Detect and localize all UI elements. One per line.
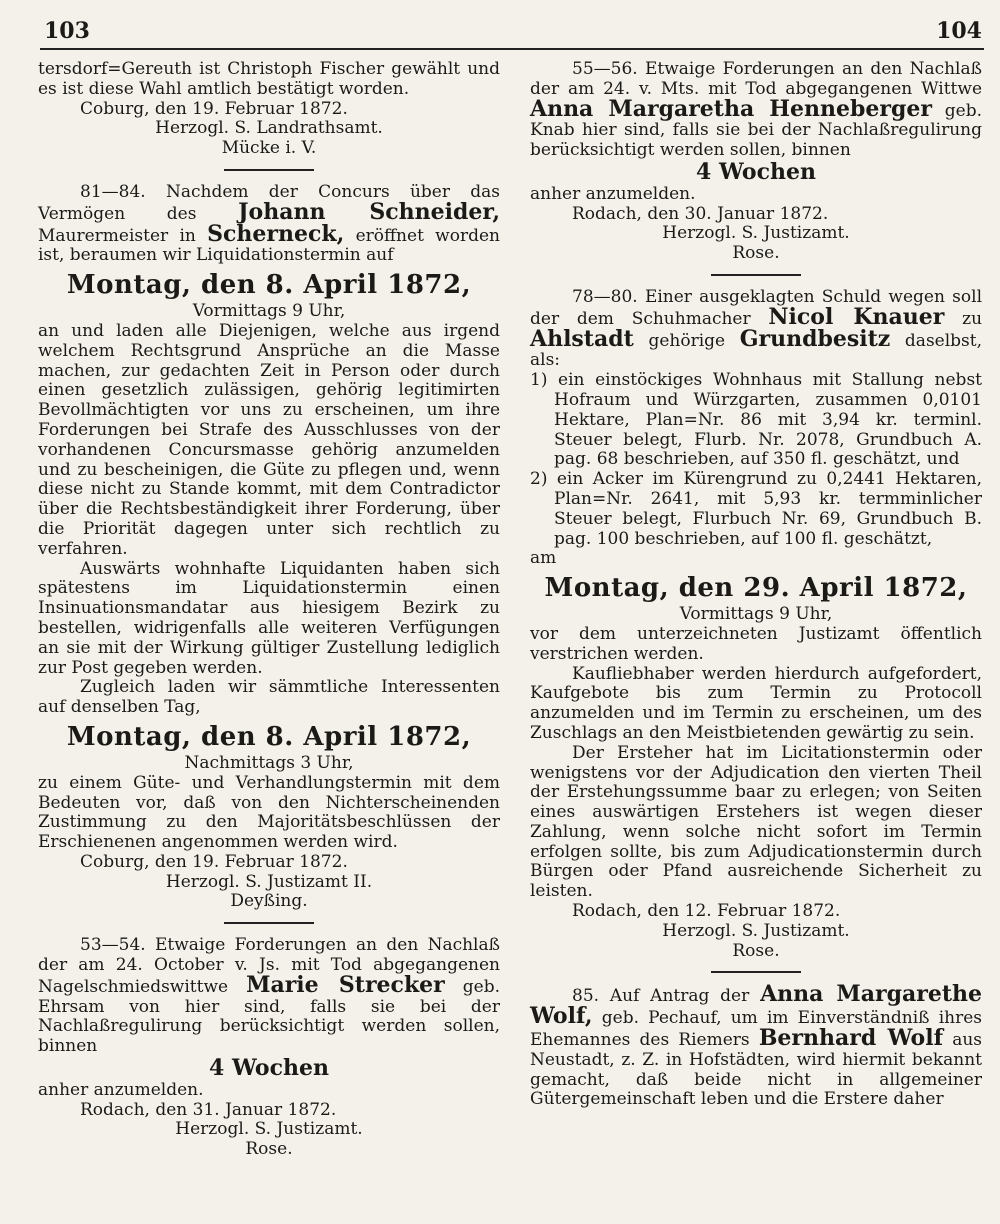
place-name: Ahlstadt	[530, 325, 634, 352]
notice-body-4: zu einem Güte- und Verhandlungstermin mit dem Bedeuten vor, daß von den Nichterscheinenden Zustimmung zu den Majoritätsbeschlüssen der Erschienenen angenommen werden wird.	[38, 772, 500, 853]
person-name-2: Bernhard Wolf	[758, 1025, 944, 1052]
signature: Mücke i. V.	[221, 138, 317, 159]
notice-closing: anher anzumelden.	[530, 183, 696, 204]
notice-body-2: Kaufliebhaber werden hierdurch aufgefordert, Kaufgebote bis zum Termin zu Protocoll anzumelden und im Termin zu erscheinen, um des Zuschlags an den Meistbietenden gewärtig zu sein.	[530, 663, 982, 743]
notice-intro: 78—80. Einer ausgeklagten Schuld wegen soll der dem Schuhmacher Nicol Knauer zu Ahlstadt gehörige Grundbesitz daselbst, als:	[530, 286, 983, 371]
right-column	[530, 60, 982, 1110]
header-rule	[40, 48, 984, 50]
person-name: Nicol Knauer	[768, 303, 945, 330]
deadline-weeks: 4 Wochen	[209, 1055, 329, 1082]
list-item: 1) ein einstöckiges Wohnhaus mit Stallung nebst Hofraum und Würzgarten, zusammen 0,0101 Hektare, Plan=Nr. 86 mit 3,94 kr. terminl. Steuer belegt, Flurb. Nr. 2078, Grundbuch A. pag. 68 beschrieben, auf 350 fl. geschätzt, und	[530, 370, 982, 470]
am-word: am	[530, 548, 557, 569]
separator	[711, 274, 801, 276]
property-label: Grundbesitz	[739, 325, 891, 352]
notice-wolf	[530, 981, 983, 1110]
separator	[224, 169, 314, 171]
notice-election	[38, 60, 500, 159]
notice-text: 85. Auf Antrag der Anna Margarethe Wolf, geb. Pechauf, um im Einverständniß ihres Ehemannes des Riemers Bernhard Wolf aus Neustadt, z. Z. in Hofstädten, wird hiermit bekannt gemacht, daß beide nicht in allgemeiner Gütergemeinschaft leben und die Erstere daher	[530, 981, 983, 1110]
person-name: Anna Margaretha Henneberger	[530, 95, 932, 122]
notice-text: 55—56. Etwaige Forderungen an den Nachlaß der am 24. v. Mts. mit Tod abgegangenen Wittwe Anna Margaretha Henneberger geb. Knab hier sind, falls sie bei der Nachlaßregulirung berücksichtigt werden sollen, binnen	[530, 59, 982, 161]
time-line: Vormittags 9 Uhr,	[679, 604, 833, 625]
notice-body-3: Zugleich laden wir sämmtliche Interessenten auf denselben Tag,	[38, 677, 500, 718]
right-page-number: 104	[936, 18, 982, 44]
notice-number: 78—80.	[572, 286, 638, 307]
place-date: Coburg, den 19. Februar 1872.	[80, 98, 348, 119]
notice-strecker	[38, 936, 500, 1160]
time-line: Vormittags 9 Uhr,	[192, 301, 346, 322]
authority: Herzogl. S. Landrathsamt.	[155, 118, 383, 139]
signature: Deyßing.	[230, 891, 308, 912]
signature: Rose.	[732, 243, 780, 264]
signature: Rose.	[732, 940, 780, 961]
separator	[224, 922, 314, 924]
notice-text: 53—54. Etwaige Forderungen an den Nachlaß der am 24. October v. Js. mit Tod abgegangenen Nagelschmiedswittwe Marie Strecker geb. Ehrsam von hier sind, falls sie bei der Nachlaßregulirung berücksichtigt werden sollen, binnen	[38, 935, 501, 1057]
authority: Herzogl. S. Justizamt.	[175, 1119, 363, 1140]
list-item: 2) ein Acker im Kürengrund zu 0,2441 Hektaren, Plan=Nr. 2641, mit 5,93 kr. termminlicher Steuer belegt, Flurbuch Nr. 69, Grundbuch B. pag. 100 beschrieben, auf 100 fl. geschätzt,	[530, 469, 982, 549]
authority: Herzogl. S. Justizamt.	[662, 223, 850, 244]
date-line: Montag, den 8. April 1872,	[66, 270, 472, 301]
notice-number: 81—84.	[80, 181, 146, 202]
place-date: Rodach, den 30. Januar 1872.	[572, 203, 829, 224]
notice-text: tersdorf=Gereuth ist Christoph Fischer gewählt und es ist diese Wahl amtlich bestätigt worden.	[38, 59, 500, 99]
property-list	[530, 371, 982, 549]
deadline-weeks: 4 Wochen	[696, 158, 816, 185]
place-date: Coburg, den 19. Februar 1872.	[80, 851, 348, 872]
notice-body: vor dem unterzeichneten Justizamt öffentlich verstrichen werden.	[530, 623, 982, 664]
date-line-2: Montag, den 8. April 1872,	[66, 721, 472, 752]
place-date: Rodach, den 12. Februar 1872.	[572, 901, 841, 922]
notice-number: 53—54.	[80, 935, 146, 956]
notice-body: an und laden alle Diejenigen, welche aus irgend welchem Rechtsgrund Ansprüche an die Masse machen, zur gedachten Zeit in Person oder durch einen gesetzlich zulässigen, gehörig legitimirten Bevollmächtigten vor uns zu erscheinen, um ihre Forderungen bei Strafe des Ausschlusses von der vorhandenen Concursmasse gehörig anzumelden und zu bescheinigen, die Güte zu pflegen und, wenn diese nicht zu Stande kommt, mit dem Contradictor über die Rechtsbeständigkeit ihrer Forderung, über die Priorität dagegen unter sich rechtlich zu verfahren.	[38, 320, 500, 559]
notice-body-2: Auswärts wohnhafte Liquidanten haben sich spätestens im Liquidationstermin einen Insinuationsmandatar aus hiesigem Bezirk zu bestellen, widrigenfalls alle weiteren Verfügungen an sie mit der Wirkung gültiger Zustellung lediglich zur Post gegeben werden.	[38, 558, 500, 678]
place-name: Scherneck,	[207, 220, 345, 247]
notice-body-3: Der Ersteher hat im Licitationstermin oder wenigstens vor der Adjudication den vierten Theil der Erstehungssumme baar zu erlegen; von Seiten eines auswärtigen Erstehers ist wegen dieser Zahlung, wenn solche nicht sofort im Termin erfolgen sollte, bis zum Adjudicationstermin durch Bürgen oder Pfand ausreichende Sicherheit zu leisten.	[530, 742, 982, 902]
place-date: Rodach, den 31. Januar 1872.	[80, 1099, 337, 1120]
notice-intro: 81—84. Nachdem der Concurs über das Vermögen des Johann Schneider, Maurermeister in Scherneck, eröffnet worden ist, beraumen wir Liquidationstermin auf	[38, 181, 501, 266]
left-page-number: 103	[44, 18, 90, 44]
authority: Herzogl. S. Justizamt.	[662, 920, 850, 941]
notice-number: 85.	[572, 986, 600, 1007]
separator	[711, 971, 801, 973]
person-name: Marie Strecker	[246, 971, 445, 998]
person-name: Anna Margarethe Wolf,	[530, 981, 983, 1030]
notice-number: 55—56.	[572, 59, 638, 79]
authority: Herzogl. S. Justizamt II.	[165, 871, 373, 892]
person-name: Johann Schneider,	[238, 198, 501, 225]
notice-knauer	[530, 288, 982, 962]
notice-concurs	[38, 183, 500, 912]
notice-closing: anher anzumelden.	[38, 1079, 204, 1100]
notice-henneberger	[530, 60, 982, 264]
signature: Rose.	[245, 1139, 293, 1160]
date-line: Montag, den 29. April 1872,	[544, 573, 968, 604]
time-line-2: Nachmittags 3 Uhr,	[184, 752, 354, 773]
left-column	[38, 60, 500, 1160]
